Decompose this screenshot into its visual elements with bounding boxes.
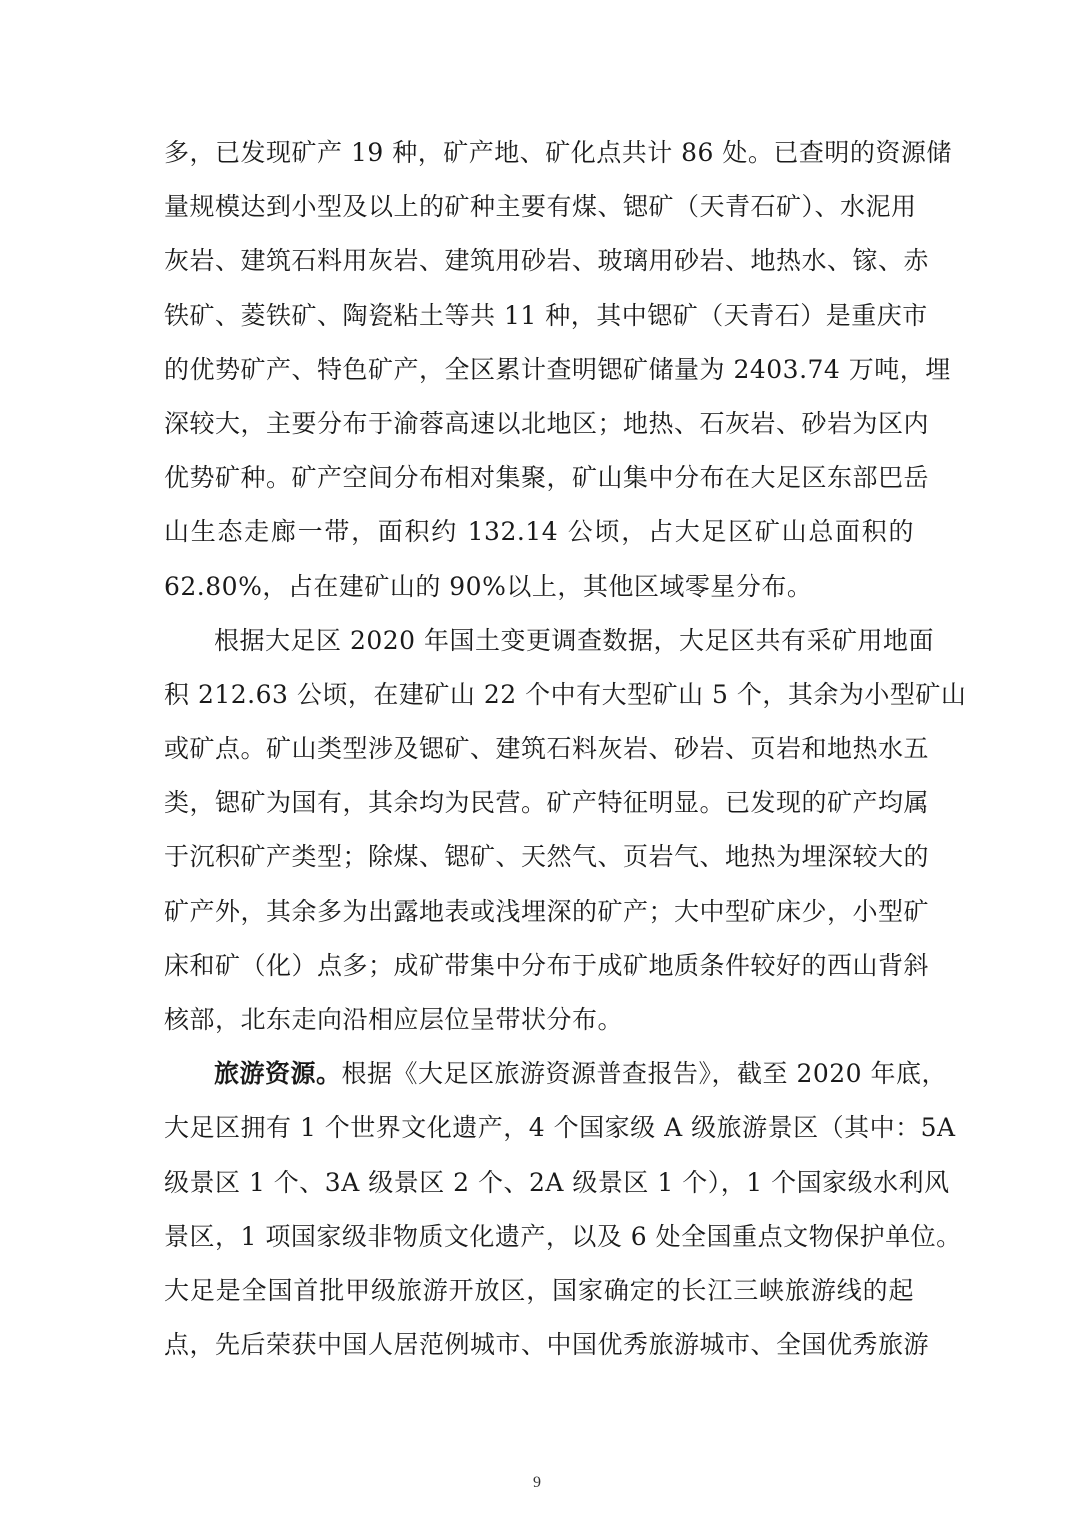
- text-line: 铁矿、菱铁矿、陶瓷粘土等共 11 种，其中锶矿（天青石）是重庆市: [164, 300, 928, 330]
- text-line: 矿产外，其余多为出露地表或浅埋深的矿产；大中型矿床少，小型矿: [164, 896, 930, 926]
- text-line: 或矿点。矿山类型涉及锶矿、建筑石料灰岩、砂岩、页岩和地热水五: [164, 734, 930, 764]
- section-heading: 旅游资源。: [214, 1059, 342, 1089]
- text-line: 深较大，主要分布于渝蓉高速以北地区；地热、石灰岩、砂岩为区内: [164, 408, 930, 438]
- heading-line-text: 根据《大足区旅游资源普查报告》，截至 2020 年底，: [341, 1059, 948, 1089]
- text-line: 级景区 1 个、3A 级景区 2 个、2A 级景区 1 个），1 个国家级水利风: [164, 1167, 950, 1197]
- text-line: 优势矿种。矿产空间分布相对集聚，矿山集中分布在大足区东部巴岳: [164, 463, 930, 493]
- text-line: 核部，北东走向沿相应层位呈带状分布。: [164, 1005, 624, 1034]
- page-body: [164, 126, 967, 1372]
- text-line: 点，先后荣获中国人居范例城市、中国优秀旅游城市、全国优秀旅游: [164, 1330, 930, 1360]
- text-line: 大足区拥有 1 个世界文化遗产，4 个国家级 A 级旅游景区（其中：5A: [164, 1113, 956, 1143]
- text-line: 大足是全国首批甲级旅游开放区，国家确定的长江三峡旅游线的起: [164, 1275, 914, 1305]
- paragraph-mineral-resources: [164, 126, 952, 614]
- text-line: 62.80%，占在建矿山的 90%以上，其他区域零星分布。: [164, 571, 813, 601]
- paragraph-mining-land: [164, 614, 967, 1048]
- paragraph-tourism-resources: [164, 1047, 962, 1372]
- text-line: 灰岩、建筑石料用灰岩、建筑用砂岩、玻璃用砂岩、地热水、镓、赤: [164, 246, 930, 276]
- text-line: 于沉积矿产类型；除煤、锶矿、天然气、页岩气、地热为埋深较大的: [164, 842, 930, 872]
- text-line: 的优势矿产、特色矿产，全区累计查明锶矿储量为 2403.74 万吨，埋: [164, 354, 951, 384]
- text-line: 量规模达到小型及以上的矿种主要有煤、锶矿（天青石矿）、水泥用: [164, 192, 917, 222]
- text-line: 床和矿（化）点多；成矿带集中分布于成矿地质条件较好的西山背斜: [164, 950, 930, 980]
- text-line: 山生态走廊一带，面积约 132.14 公顷，占大足区矿山总面积的: [164, 517, 914, 547]
- text-line: 景区，1 项国家级非物质文化遗产，以及 6 处全国重点文物保护单位。: [164, 1221, 962, 1251]
- text-line: 多，已发现矿产 19 种，矿产地、矿化点共计 86 处。已查明的资源储: [164, 138, 952, 167]
- page-number: 9: [533, 1474, 541, 1491]
- text-line: 积 212.63 公顷，在建矿山 22 个中有大型矿山 5 个，其余为小型矿山: [164, 679, 967, 709]
- text-line: 根据大足区 2020 年国土变更调查数据，大足区共有采矿用地面: [214, 625, 935, 655]
- text-line: 类，锶矿为国有，其余均为民营。矿产特征明显。已发现的矿产均属: [164, 788, 930, 818]
- text-line: [164, 1047, 948, 1101]
